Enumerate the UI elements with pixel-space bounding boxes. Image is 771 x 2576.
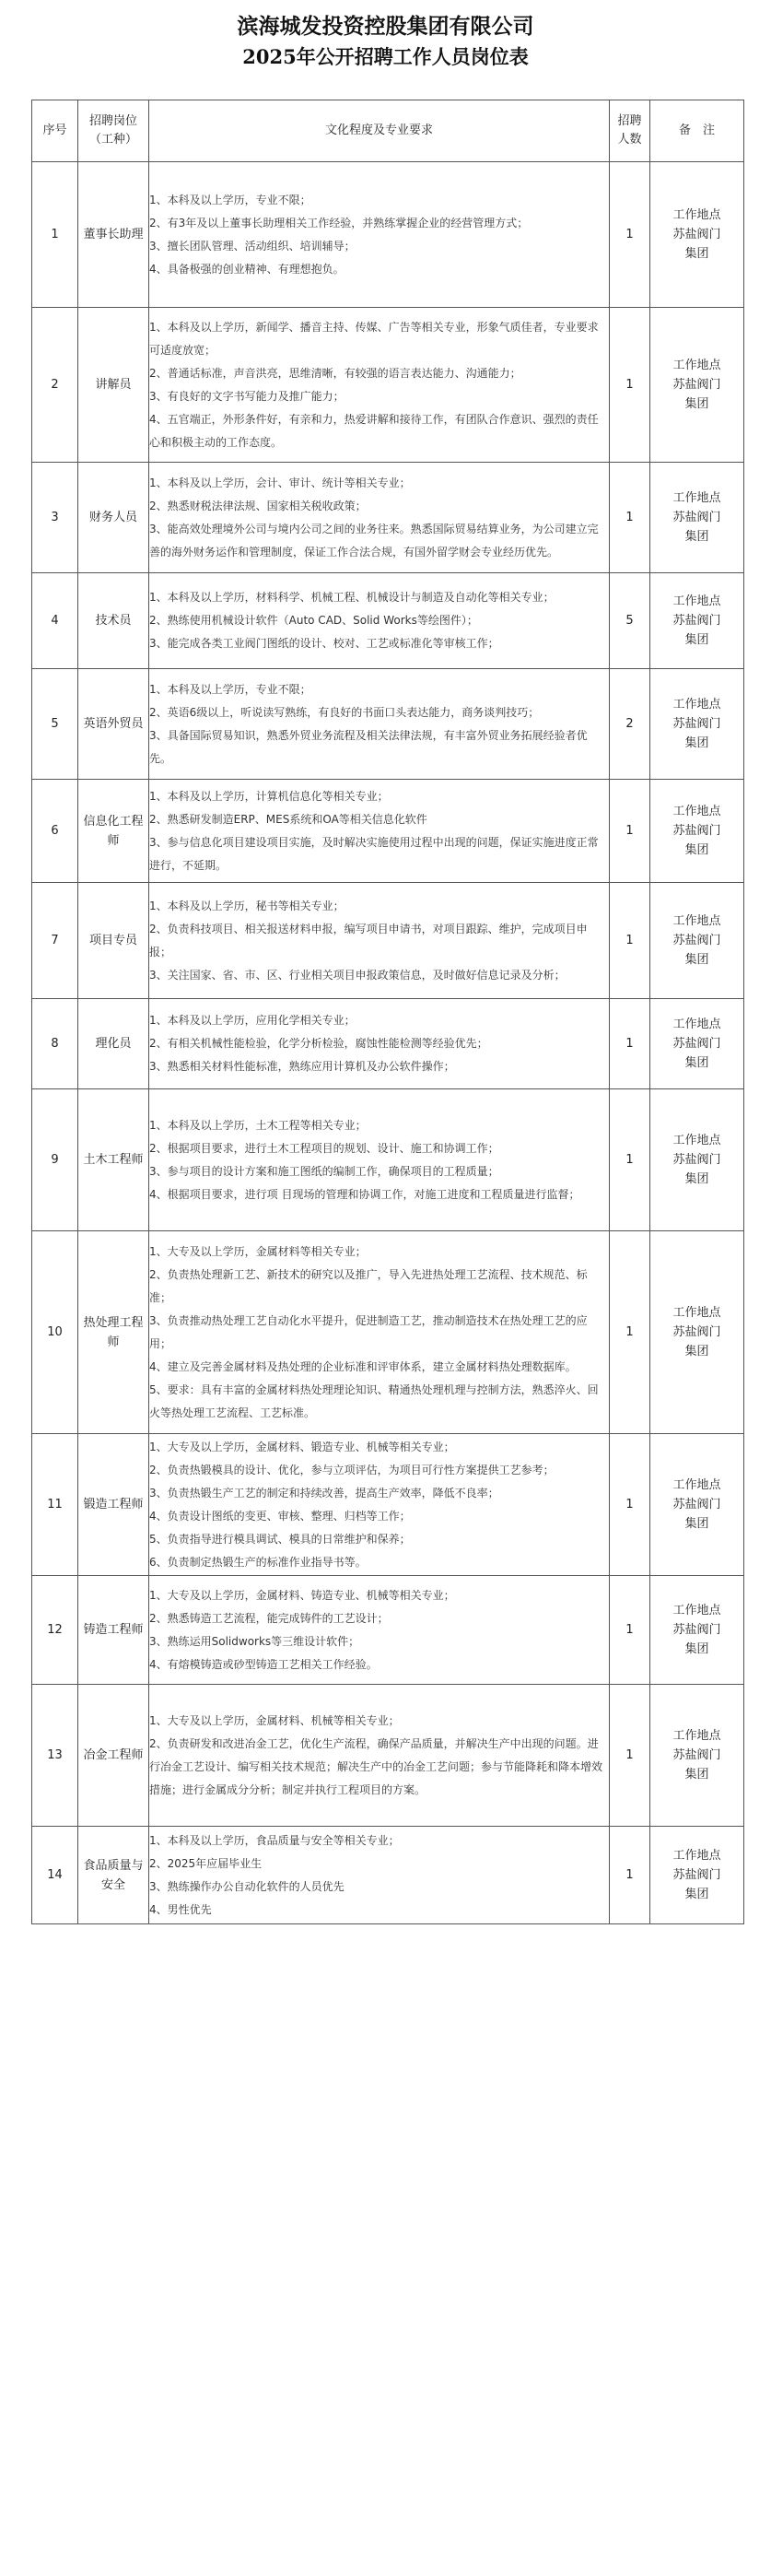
requirement-item: 4、负责设计图纸的变更、审核、整理、归档等工作； [149,1509,411,1523]
requirements-cell [149,1576,610,1685]
headcount: 1 [610,1231,650,1434]
note-line: 工作地点 [672,1478,721,1492]
position-name: 铸造工程师 [78,1576,149,1685]
title-table-name: 2025年公开招聘工作人员岗位表 [242,45,529,68]
note-line: 苏盐阀门 [672,1868,721,1882]
requirements-cell [149,780,610,883]
requirement-item: 1、本科及以上学历，专业不限； [149,193,311,206]
note-line: 工作地点 [672,805,721,818]
requirement-item: 1、大专及以上学历，金属材料等相关专业； [149,1244,367,1258]
headcount: 2 [610,669,650,780]
requirement-item: 2、熟悉铸造工艺流程，能完成铸件的工艺设计； [149,1611,389,1625]
row-number: 5 [32,669,78,780]
requirement-item: 3、熟悉相关材料性能标准，熟练应用计算机及办公软件操作； [149,1060,455,1073]
requirement-item: 3、关注国家、省、市、区、行业相关项目申报政策信息，及时做好信息记录及分析； [149,968,566,982]
header-note: 备 注 [650,100,744,162]
row-number: 14 [32,1827,78,1924]
header-position-line1: 招聘岗位 [88,114,137,128]
requirement-item: 1、大专及以上学历，金属材料、机械等相关专业； [149,1713,400,1727]
position-name: 项目专员 [78,883,149,999]
position-name: 理化员 [78,999,149,1089]
recruitment-table [31,100,744,1924]
requirement-item: 3、有良好的文字书写能力及推广能力； [149,389,345,403]
header-count-line2: 人数 [617,133,642,147]
requirement-item: 2、熟悉研发制造ERP、MES系统和OA等相关信息化软件 [149,812,427,826]
requirement-item: 1、本科及以上学历，新闻学、播音主持、传媒、广告等相关专业，形象气质佳者，专业要求可适度放宽； [149,320,599,357]
note-line: 工作地点 [672,1134,721,1147]
note-line: 苏盐阀门 [672,934,721,947]
headcount: 1 [610,463,650,573]
note-line: 集团 [684,1642,709,1656]
requirements-cell [149,1434,610,1576]
note-line: 工作地点 [672,594,721,608]
header-count-line1: 招聘 [617,114,642,128]
requirement-item: 2、普通话标准，声音洪亮，思维清晰，有较强的语言表达能力、沟通能力； [149,366,521,380]
requirement-item: 3、负责推动热处理工艺自动化水平提升，促进制造工艺，推动制造技术在热处理工艺的应用； [149,1313,588,1350]
row-number: 9 [32,1089,78,1231]
table-row [32,883,744,999]
position-name: 信息化工程师 [78,780,149,883]
note-line: 苏盐阀门 [672,1748,721,1762]
note-cell [650,1089,744,1231]
requirement-item: 2、根据项目要求，进行土木工程项目的规划、设计、施工和协调工作； [149,1141,499,1155]
requirements-cell [149,883,610,999]
requirements-cell [149,1685,610,1827]
position-name: 技术员 [78,573,149,669]
requirement-item: 4、五官端正，外形条件好，有亲和力，热爱讲解和接待工作，有团队合作意识、强烈的责任心和积极主动的工作态度。 [149,412,599,449]
note-line: 集团 [684,397,709,411]
headcount: 1 [610,1685,650,1827]
header-no: 序号 [32,100,78,162]
requirements-cell [149,308,610,463]
position-name: 董事长助理 [78,162,149,308]
header-position [78,100,149,162]
table-header-row [32,100,744,162]
note-line: 苏盐阀门 [672,824,721,838]
row-number: 3 [32,463,78,573]
row-number: 11 [32,1434,78,1576]
note-line: 工作地点 [672,491,721,505]
headcount: 5 [610,573,650,669]
row-number: 2 [32,308,78,463]
requirement-item: 4、具备极强的创业精神、有理想抱负。 [149,262,345,276]
note-cell [650,463,744,573]
requirement-item: 5、要求：具有丰富的金属材料热处理理论知识、精通热处理机理与控制方法，熟悉淬火、回火等热处理工艺流程、工艺标准。 [149,1382,599,1419]
header-count [610,100,650,162]
requirement-item: 2、负责研发和改进冶金工艺，优化生产流程，确保产品质量，并解决生产中出现的问题。进行冶金工艺设计、编写相关技术规范；解决生产中的冶金工艺问题；参与节能降耗和降本增效措施；进行金属成分分析；制定并执行工程项目的方案。 [149,1736,603,1796]
requirement-item: 3、负责热锻生产工艺的制定和持续改善，提高生产效率，降低不良率； [149,1486,499,1500]
note-cell [650,162,744,308]
position-name: 财务人员 [78,463,149,573]
table-row [32,162,744,308]
headcount: 1 [610,162,650,308]
headcount: 1 [610,883,650,999]
note-line: 工作地点 [672,1306,721,1320]
note-line: 工作地点 [672,208,721,222]
table-row [32,463,744,573]
requirement-item: 1、大专及以上学历，金属材料、铸造专业、机械等相关专业； [149,1588,455,1602]
note-line: 集团 [684,247,709,261]
note-cell [650,1231,744,1434]
headcount: 1 [610,1576,650,1685]
note-line: 工作地点 [672,914,721,928]
requirements-cell [149,669,610,780]
note-line: 集团 [684,1517,709,1531]
requirement-item: 1、本科及以上学历，土木工程等相关专业； [149,1118,367,1132]
requirements-cell [149,463,610,573]
requirement-item: 6、负责制定热锻生产的标准作业指导书等。 [149,1555,367,1569]
requirement-item: 3、具备国际贸易知识，熟悉外贸业务流程及相关法律法规，有丰富外贸业务拓展经验者优先。 [149,728,588,765]
note-cell [650,1576,744,1685]
table-row [32,1434,744,1576]
note-cell [650,573,744,669]
requirements-cell [149,162,610,308]
note-line: 苏盐阀门 [672,228,721,241]
requirement-item: 3、擅长团队管理、活动组织、培训辅导； [149,239,356,253]
note-line: 工作地点 [672,1849,721,1863]
row-number: 7 [32,883,78,999]
note-line: 苏盐阀门 [672,1037,721,1051]
position-name: 冶金工程师 [78,1685,149,1827]
table-row [32,999,744,1089]
requirement-item: 2、熟悉财税法律法规、国家相关税收政策； [149,499,367,512]
note-line: 苏盐阀门 [672,614,721,628]
note-line: 集团 [684,530,709,544]
requirements-cell [149,573,610,669]
note-cell [650,1827,744,1924]
table-row [32,780,744,883]
note-cell [650,1685,744,1827]
note-line: 苏盐阀门 [672,717,721,731]
requirement-item: 3、能高效处理境外公司与境内公司之间的业务往来。熟悉国际贸易结算业务，为公司建立完善的海外财务运作和管理制度，保证工作合法合规，有国外留学财会专业经历优先。 [149,522,599,559]
note-cell [650,308,744,463]
requirement-item: 1、本科及以上学历，计算机信息化等相关专业； [149,789,389,803]
headcount: 1 [610,1089,650,1231]
title-company: 滨海城发投资控股集团有限公司 [237,14,534,39]
note-cell [650,999,744,1089]
requirement-item: 3、熟练操作办公自动化软件的人员优先 [149,1879,345,1893]
note-cell [650,780,744,883]
note-line: 苏盐阀门 [672,1153,721,1167]
requirement-item: 2、2025年应届毕业生 [149,1856,263,1870]
note-line: 集团 [684,1345,709,1359]
position-name: 食品质量与安全 [78,1827,149,1924]
requirement-item: 5、负责指导进行模具调试、模具的日常维护和保养； [149,1532,411,1546]
requirements-cell [149,999,610,1089]
note-cell [650,883,744,999]
requirement-item: 2、熟练使用机械设计软件（Auto CAD、Solid Works等绘图件）； [149,614,478,627]
note-line: 工作地点 [672,1729,721,1743]
header-position-line2: （工种） [88,133,137,147]
position-name: 锻造工程师 [78,1434,149,1576]
table-row [32,1576,744,1685]
requirement-item: 1、大专及以上学历，金属材料、锻造专业、机械等相关专业； [149,1440,455,1453]
table-row [32,669,744,780]
requirement-item: 1、本科及以上学历，应用化学相关专业； [149,1014,356,1027]
row-number: 4 [32,573,78,669]
requirements-cell [149,1827,610,1924]
requirement-item: 2、负责科技项目、相关报送材料申报，编写项目申请书，对项目跟踪、维护，完成项目申报； [149,922,588,959]
position-name: 土木工程师 [78,1089,149,1231]
row-number: 12 [32,1576,78,1685]
headcount: 1 [610,999,650,1089]
note-line: 苏盐阀门 [672,378,721,392]
note-line: 工作地点 [672,1017,721,1031]
note-line: 集团 [684,953,709,967]
requirement-item: 3、参与项目的设计方案和施工图纸的编制工作，确保项目的工程质量； [149,1164,499,1178]
note-line: 苏盐阀门 [672,511,721,524]
row-number: 13 [32,1685,78,1827]
requirement-item: 4、有熔模铸造或砂型铸造工艺相关工作经验。 [149,1657,378,1671]
table-row [32,1231,744,1434]
requirement-item: 4、根据项目要求，进行项 目现场的管理和协调工作，对施工进度和工程质量进行监督； [149,1187,580,1201]
table-row [32,1827,744,1924]
note-line: 工作地点 [672,1604,721,1617]
requirement-item: 2、英语6级以上，听说读写熟练，有良好的书面口头表达能力，商务谈判技巧； [149,705,540,719]
note-line: 集团 [684,1768,709,1782]
row-number: 8 [32,999,78,1089]
requirement-item: 3、参与信息化项目建设项目实施，及时解决实施使用过程中出现的问题，保证实施进度正常进行，不延期。 [149,835,599,872]
requirement-item: 3、能完成各类工业阀门图纸的设计、校对、工艺或标准化等审核工作； [149,637,499,650]
table-row [32,1089,744,1231]
position-name: 讲解员 [78,308,149,463]
note-line: 苏盐阀门 [672,1325,721,1339]
note-line: 集团 [684,1888,709,1901]
note-line: 集团 [684,1056,709,1070]
row-number: 1 [32,162,78,308]
note-cell [650,669,744,780]
table-row [32,308,744,463]
requirement-item: 3、熟练运用Solidworks等三维设计软件； [149,1634,360,1648]
requirement-item: 2、负责热处理新工艺、新技术的研究以及推广，导入先进热处理工艺流程、技术规范、标准； [149,1267,588,1304]
requirement-item: 4、建立及完善金属材料及热处理的企业标准和评审体系，建立金属材料热处理数据库。 [149,1359,577,1373]
position-name: 热处理工程师 [78,1231,149,1434]
table-row [32,573,744,669]
headcount: 1 [610,308,650,463]
requirement-item: 1、本科及以上学历，会计、审计、统计等相关专业； [149,476,411,489]
requirement-item: 1、本科及以上学历，专业不限； [149,682,311,696]
row-number: 6 [32,780,78,883]
note-line: 苏盐阀门 [672,1498,721,1511]
position-name: 英语外贸员 [78,669,149,780]
requirement-item: 2、有3年及以上董事长助理相关工作经验，并熟练掌握企业的经营管理方式； [149,216,529,229]
requirements-cell [149,1089,610,1231]
requirement-item: 1、本科及以上学历，食品质量与安全等相关专业； [149,1833,400,1847]
note-cell [650,1434,744,1576]
table-body [32,162,744,1924]
requirement-item: 4、男性优先 [149,1902,212,1916]
note-line: 集团 [684,843,709,857]
note-line: 集团 [684,633,709,647]
headcount: 1 [610,780,650,883]
note-line: 工作地点 [672,698,721,712]
requirement-item: 2、负责热锻模具的设计、优化，参与立项评估，为项目可行性方案提供工艺参考； [149,1463,555,1476]
note-line: 集团 [684,1172,709,1186]
headcount: 1 [610,1827,650,1924]
requirement-item: 2、有相关机械性能检验，化学分析检验，腐蚀性能检测等经验优先； [149,1037,488,1050]
note-line: 苏盐阀门 [672,1623,721,1637]
table-row [32,1685,744,1827]
requirements-cell [149,1231,610,1434]
requirement-item: 1、本科及以上学历，材料科学、机械工程、机械设计与制造及自动化等相关专业； [149,591,555,604]
note-line: 集团 [684,736,709,750]
headcount: 1 [610,1434,650,1576]
row-number: 10 [32,1231,78,1434]
header-requirements: 文化程度及专业要求 [149,100,610,162]
note-line: 工作地点 [672,359,721,372]
requirement-item: 1、本科及以上学历，秘书等相关专业； [149,899,345,912]
